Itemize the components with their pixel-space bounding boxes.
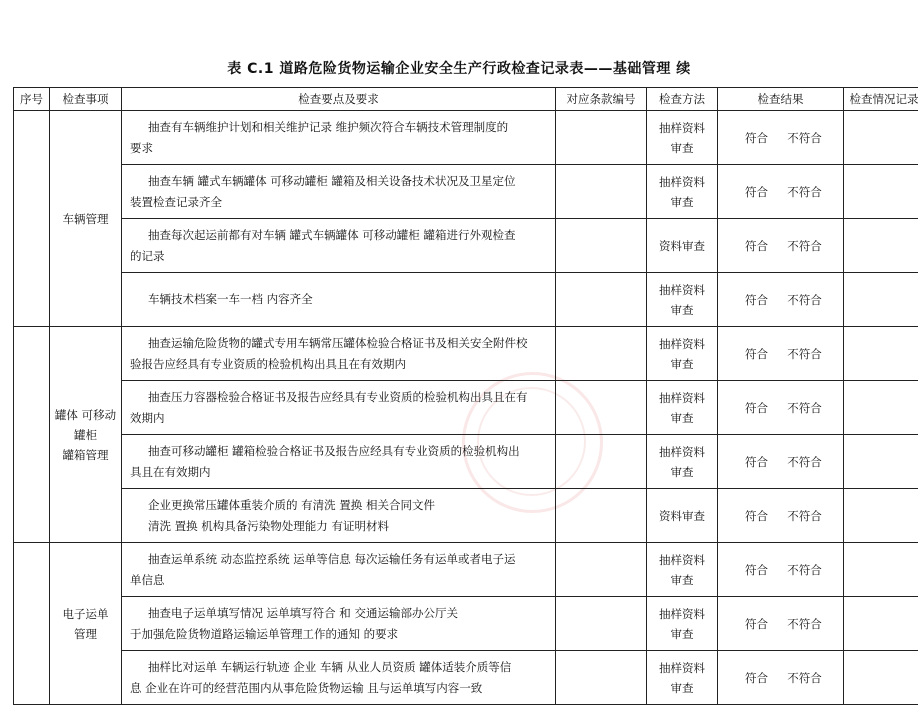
requirement-cell (122, 435, 556, 489)
method-line: 抽样资料 (647, 604, 717, 624)
result-pass-option[interactable]: 符合 (733, 454, 781, 470)
requirement-line: 抽样比对运单 车辆运行轨迹 企业 车辆 从业人员资质 罐体适装介质等信 (130, 657, 545, 678)
method-line: 审查 (647, 624, 717, 644)
clause-cell (556, 219, 647, 273)
page-title: 表 C.1 道路危险货物运输企业安全生产行政检查记录表——基础管理 续 (0, 58, 918, 78)
requirement-cell (122, 327, 556, 381)
record-cell[interactable] (844, 435, 918, 489)
requirement-line: 车辆技术档案一车一档 内容齐全 (130, 289, 545, 310)
clause-cell (556, 543, 647, 597)
method-line: 抽样资料 (647, 172, 717, 192)
check-item-cell (50, 543, 122, 705)
check-item-cell (50, 111, 122, 327)
requirement-line: 抽查每次起运前都有对车辆 罐式车辆罐体 可移动罐柜 罐箱进行外观检查 (130, 225, 545, 246)
result-fail-option[interactable]: 不符合 (781, 508, 829, 524)
requirement-line: 抽查车辆 罐式车辆罐体 可移动罐柜 罐箱及相关设备技术状况及卫星定位 (130, 171, 545, 192)
method-cell (647, 597, 718, 651)
result-pass-option[interactable]: 符合 (733, 400, 781, 416)
method-line: 抽样资料 (647, 550, 717, 570)
result-pass-option[interactable]: 符合 (733, 616, 781, 632)
requirement-line: 具且在有效期内 (130, 462, 545, 483)
method-line: 审查 (647, 138, 717, 158)
method-line: 审查 (647, 462, 717, 482)
header-points: 检查要点及要求 (122, 88, 556, 111)
requirement-line: 抽查运单系统 动态监控系统 运单等信息 每次运输任务有运单或者电子运 (130, 549, 545, 570)
method-line: 资料审查 (647, 506, 717, 526)
result-cell (718, 381, 844, 435)
table-row (14, 489, 918, 543)
check-item-label: 管理 (50, 624, 121, 644)
requirement-cell (122, 489, 556, 543)
check-item-label: 罐箱管理 (50, 445, 121, 465)
method-line: 审查 (647, 408, 717, 428)
result-cell (718, 435, 844, 489)
header-record: 检查情况记录 (844, 88, 918, 111)
requirement-line: 抽查运输危险货物的罐式专用车辆常压罐体检验合格证书及相关安全附件校 (130, 333, 545, 354)
record-cell[interactable] (844, 381, 918, 435)
method-cell (647, 273, 718, 327)
result-pass-option[interactable]: 符合 (733, 292, 781, 308)
table-row (14, 597, 918, 651)
requirement-line: 装置检查记录齐全 (130, 192, 545, 213)
method-line: 抽样资料 (647, 118, 717, 138)
method-line: 审查 (647, 354, 717, 374)
result-fail-option[interactable]: 不符合 (781, 346, 829, 362)
requirement-cell (122, 597, 556, 651)
method-cell (647, 435, 718, 489)
row-number (14, 327, 50, 543)
method-line: 资料审查 (647, 236, 717, 256)
result-pass-option[interactable]: 符合 (733, 562, 781, 578)
result-fail-option[interactable]: 不符合 (781, 238, 829, 254)
clause-cell (556, 327, 647, 381)
result-pass-option[interactable]: 符合 (733, 670, 781, 686)
record-cell[interactable] (844, 219, 918, 273)
table-row (14, 273, 918, 327)
method-cell (647, 327, 718, 381)
result-cell (718, 273, 844, 327)
requirement-cell (122, 273, 556, 327)
clause-cell (556, 435, 647, 489)
requirement-line: 单信息 (130, 570, 545, 591)
method-line: 审查 (647, 570, 717, 590)
header-result: 检查结果 (718, 88, 844, 111)
result-fail-option[interactable]: 不符合 (781, 400, 829, 416)
record-cell[interactable] (844, 327, 918, 381)
header-item: 检查事项 (50, 88, 122, 111)
result-pass-option[interactable]: 符合 (733, 130, 781, 146)
row-number (14, 543, 50, 705)
method-line: 审查 (647, 192, 717, 212)
method-line: 抽样资料 (647, 334, 717, 354)
record-cell[interactable] (844, 489, 918, 543)
method-line: 抽样资料 (647, 280, 717, 300)
result-pass-option[interactable]: 符合 (733, 184, 781, 200)
requirement-line: 验报告应经具有专业资质的检验机构出具且在有效期内 (130, 354, 545, 375)
requirement-line: 要求 (130, 138, 545, 159)
record-cell[interactable] (844, 165, 918, 219)
clause-cell (556, 597, 647, 651)
requirement-line: 抽查电子运单填写情况 运单填写符合 和 交通运输部办公厅关 (130, 603, 545, 624)
record-cell[interactable] (844, 273, 918, 327)
requirement-line: 企业更换常压罐体重装介质的 有清洗 置换 相关合同文件 (130, 495, 545, 516)
check-item-label: 罐柜 (50, 425, 121, 445)
result-fail-option[interactable]: 不符合 (781, 184, 829, 200)
result-fail-option[interactable]: 不符合 (781, 670, 829, 686)
table-row (14, 543, 918, 597)
method-line: 审查 (647, 300, 717, 320)
table-row (14, 327, 918, 381)
header-clause: 对应条款编号 (556, 88, 647, 111)
header-method: 检查方法 (647, 88, 718, 111)
requirement-cell (122, 219, 556, 273)
inspection-table (13, 87, 918, 705)
method-line: 抽样资料 (647, 388, 717, 408)
requirement-line: 的记录 (130, 246, 545, 267)
table-row (14, 219, 918, 273)
requirement-line: 效期内 (130, 408, 545, 429)
table-row (14, 165, 918, 219)
result-cell (718, 543, 844, 597)
result-fail-option[interactable]: 不符合 (781, 130, 829, 146)
result-fail-option[interactable]: 不符合 (781, 616, 829, 632)
requirement-line: 抽查可移动罐柜 罐箱检验合格证书及报告应经具有专业资质的检验机构出 (130, 441, 545, 462)
result-pass-option[interactable]: 符合 (733, 508, 781, 524)
result-fail-option[interactable]: 不符合 (781, 454, 829, 470)
method-cell (647, 219, 718, 273)
result-cell (718, 111, 844, 165)
result-cell (718, 597, 844, 651)
check-item-label: 车辆管理 (50, 209, 121, 229)
requirement-line: 抽查有车辆维护计划和相关维护记录 维护频次符合车辆技术管理制度的 (130, 117, 545, 138)
header-no: 序号 (14, 88, 50, 111)
record-cell[interactable] (844, 111, 918, 165)
clause-cell (556, 165, 647, 219)
record-cell[interactable] (844, 597, 918, 651)
result-fail-option[interactable]: 不符合 (781, 292, 829, 308)
result-cell (718, 165, 844, 219)
requirement-cell (122, 381, 556, 435)
result-pass-option[interactable]: 符合 (733, 346, 781, 362)
result-fail-option[interactable]: 不符合 (781, 562, 829, 578)
result-cell (718, 489, 844, 543)
clause-cell (556, 273, 647, 327)
check-item-cell (50, 327, 122, 543)
requirement-line: 清洗 置换 机构具备污染物处理能力 有证明材料 (130, 516, 545, 537)
requirement-line: 息 企业在许可的经营范围内从事危险货物运输 且与运单填写内容一致 (130, 678, 545, 699)
method-line: 审查 (647, 678, 717, 698)
clause-cell (556, 111, 647, 165)
method-cell (647, 543, 718, 597)
clause-cell (556, 489, 647, 543)
requirement-cell (122, 165, 556, 219)
method-cell (647, 165, 718, 219)
result-cell (718, 327, 844, 381)
method-cell (647, 381, 718, 435)
header-row (14, 88, 918, 111)
result-pass-option[interactable]: 符合 (733, 238, 781, 254)
clause-cell (556, 381, 647, 435)
table-row (14, 381, 918, 435)
row-number (14, 111, 50, 327)
record-cell[interactable] (844, 543, 918, 597)
requirement-cell (122, 543, 556, 597)
requirement-cell (122, 111, 556, 165)
requirement-line: 于加强危险货物道路运输运单管理工作的通知 的要求 (130, 624, 545, 645)
result-cell (718, 219, 844, 273)
method-cell (647, 111, 718, 165)
method-cell (647, 489, 718, 543)
table-row (14, 435, 918, 489)
method-line: 抽样资料 (647, 442, 717, 462)
check-item-label: 电子运单 (50, 604, 121, 624)
method-line: 抽样资料 (647, 658, 717, 678)
table-row (14, 111, 918, 165)
requirement-line: 抽查压力容器检验合格证书及报告应经具有专业资质的检验机构出具且在有 (130, 387, 545, 408)
check-item-label: 罐体 可移动 (50, 405, 121, 425)
